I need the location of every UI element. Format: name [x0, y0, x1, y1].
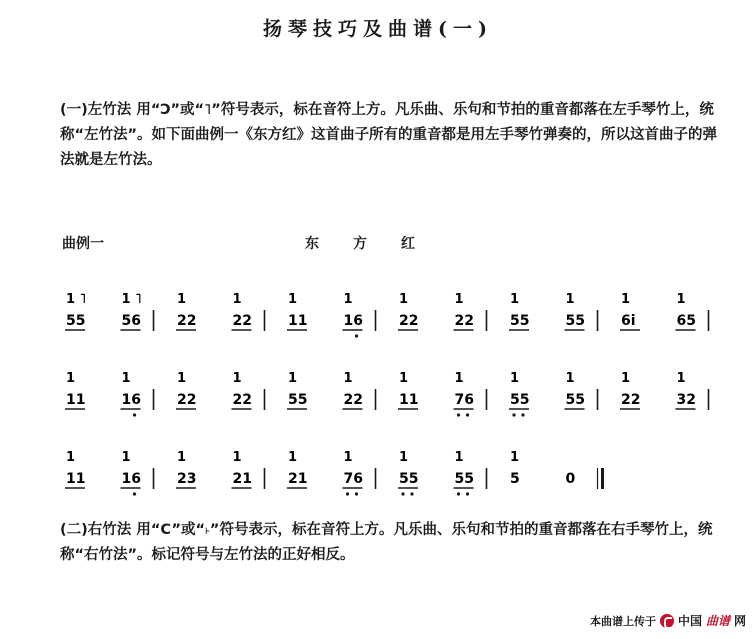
- bamboo-mark: 1: [454, 450, 464, 465]
- octave-dot: [466, 413, 469, 416]
- section-right-bamboo: [60, 518, 730, 568]
- footer-brand-art: 曲谱: [705, 614, 730, 628]
- bamboo-mark: 1: [121, 450, 131, 465]
- bamboo-mark: 1: [343, 371, 353, 386]
- song-title: 东方红: [305, 236, 449, 252]
- note-group: 56: [121, 313, 141, 329]
- bamboo-mark: 1: [510, 371, 520, 386]
- note-group: 76: [343, 471, 363, 487]
- bamboo-mark: 1: [232, 292, 242, 307]
- bamboo-mark: 1: [565, 371, 575, 386]
- note-group: 11: [399, 392, 419, 408]
- footer-brand-cn: 中国: [677, 614, 702, 628]
- note-group: 55: [288, 392, 308, 408]
- octave-dot: [355, 492, 358, 495]
- note-group: 16: [121, 471, 141, 487]
- octave-dot: [521, 413, 524, 416]
- octave-dot: [133, 413, 136, 416]
- section-left-bamboo-text: 用“Ͻ”或“˥”符号表示，标在音符上方。凡乐曲、乐句和节拍的重音都落在左手琴竹上，统称“左竹法”。如下面曲例一《东方红》这首曲子所有的重音都是用左手琴竹弹奏的，所以这首曲子的弹法就是左竹法。: [60, 102, 718, 168]
- note-group: 55: [565, 313, 585, 329]
- site-logo-icon: [660, 614, 674, 628]
- bamboo-mark: 1: [454, 371, 464, 386]
- octave-dot: [512, 413, 515, 416]
- note-group: 22: [177, 392, 197, 408]
- octave-dot: [133, 492, 136, 495]
- note-group: 55: [510, 313, 530, 329]
- note-group: 11: [66, 392, 86, 408]
- bamboo-mark: 1: [288, 450, 298, 465]
- note-group: 55: [66, 313, 86, 329]
- bamboo-mark: 1: [121, 371, 131, 386]
- note-group: 22: [621, 392, 641, 408]
- note-group: 76: [454, 392, 474, 408]
- section-right-bamboo-heading: (二)右竹法: [60, 522, 132, 538]
- note-group: 6i: [621, 313, 636, 329]
- page-title: 扬琴技巧及曲谱(一): [263, 18, 493, 40]
- note-group: 65: [676, 313, 696, 329]
- note-group: 21: [288, 471, 308, 487]
- note-group: 22: [177, 313, 197, 329]
- note-group: 22: [232, 392, 252, 408]
- bamboo-mark: 1: [510, 450, 520, 465]
- bamboo-mark: 1: [399, 450, 409, 465]
- octave-dot: [410, 492, 413, 495]
- section-left-bamboo-heading: (一)左竹法: [60, 102, 132, 118]
- note-group: 55: [454, 471, 474, 487]
- note-group: 16: [121, 392, 141, 408]
- bamboo-mark: 1: [343, 450, 353, 465]
- note-group: 22: [343, 392, 363, 408]
- note-group: 11: [288, 313, 308, 329]
- bamboo-mark: 1: [454, 292, 464, 307]
- bamboo-mark: 1: [177, 371, 187, 386]
- bamboo-mark: 1: [66, 371, 76, 386]
- bamboo-mark: 1: [232, 450, 242, 465]
- octave-dot: [466, 492, 469, 495]
- bamboo-mark: 1: [66, 450, 76, 465]
- octave-dot: [355, 334, 358, 337]
- note-group: 22: [399, 313, 419, 329]
- note-group: 55: [510, 392, 530, 408]
- bamboo-mark: 1 ˥: [121, 292, 142, 307]
- octave-dot: [457, 413, 460, 416]
- bamboo-mark: 1: [399, 292, 409, 307]
- note-group: 22: [232, 313, 252, 329]
- bamboo-mark: 1: [288, 371, 298, 386]
- bamboo-mark: 1: [621, 371, 631, 386]
- bamboo-mark: 1: [676, 292, 686, 307]
- bamboo-mark: 1: [621, 292, 631, 307]
- note-group: 21: [232, 471, 252, 487]
- octave-dot: [346, 492, 349, 495]
- bamboo-mark: 1: [288, 292, 298, 307]
- footer-prefix: 本曲谱上传于: [589, 614, 656, 628]
- bamboo-mark: 1: [510, 292, 520, 307]
- footer-credit: [590, 612, 746, 629]
- bamboo-mark: 1: [343, 292, 353, 307]
- note-group: 55: [399, 471, 419, 487]
- note-group: 16: [343, 313, 363, 329]
- octave-dot: [457, 492, 460, 495]
- note-group: 11: [66, 471, 86, 487]
- bamboo-mark: 1: [177, 292, 187, 307]
- note-group: 5: [510, 471, 520, 487]
- bamboo-mark: 1: [399, 371, 409, 386]
- note-group: 0: [565, 471, 576, 487]
- note-group: 32: [676, 392, 696, 408]
- example-label: 曲例一: [62, 236, 104, 252]
- bamboo-mark: 1: [177, 450, 187, 465]
- octave-dot: [401, 492, 404, 495]
- footer-brand-net: 网: [733, 614, 746, 628]
- note-group: 23: [177, 471, 197, 487]
- bamboo-mark: 1: [565, 292, 575, 307]
- bamboo-mark: 1: [676, 371, 686, 386]
- note-group: 55: [565, 392, 585, 408]
- bamboo-mark: 1: [232, 371, 242, 386]
- note-group: 22: [454, 313, 474, 329]
- section-right-bamboo-text: 用“C”或“˫”符号表示，标在音符上方。凡乐曲、乐句和节拍的重音都落在右手琴竹上，统称“右竹法”。标记符号与左竹法的正好相反。: [60, 522, 713, 563]
- bamboo-mark: 1 ˥: [66, 292, 87, 307]
